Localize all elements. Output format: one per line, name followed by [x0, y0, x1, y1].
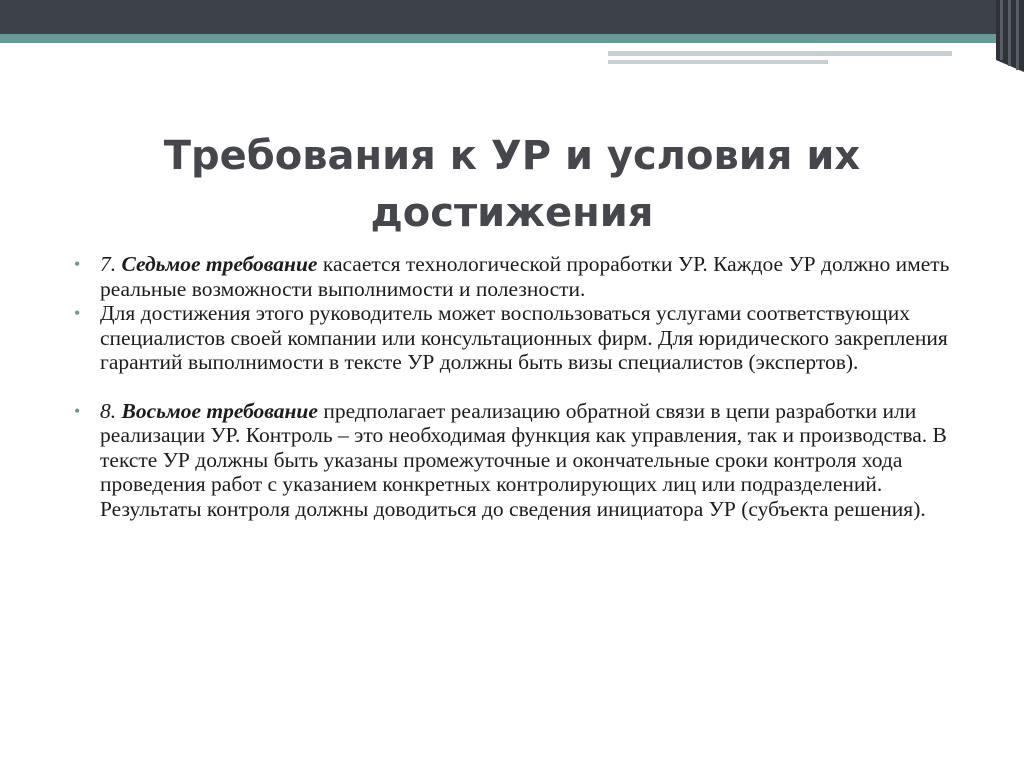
- item-number: 8.: [100, 398, 122, 423]
- slide-content: [72, 252, 972, 521]
- item-number: 7.: [100, 252, 122, 276]
- item-term: Восьмое требование: [121, 398, 318, 423]
- corner-decoration: [996, 0, 1024, 72]
- header-bar-dark: [0, 0, 1024, 34]
- header-accent-line-secondary: [608, 60, 828, 64]
- header-bar-teal: [0, 34, 1000, 43]
- item-text: касается технологической проработки УР. Каждое УР должно иметь реальные возможности выполнимости и полезности.: [100, 252, 950, 301]
- item-text: Для достижения этого руководитель может воспользоваться услугами соответствующих специалистов своей компании или консультационных фирм. Для юридического закрепления гарантий выполнимости в тексте УР должны быть визы специалистов (экспертов).: [100, 301, 948, 374]
- list-item: [72, 252, 972, 301]
- list-item: [72, 301, 972, 375]
- bullet-icon: •: [74, 303, 81, 323]
- bullet-icon: •: [74, 400, 81, 421]
- item-term: Седьмое требование: [121, 252, 318, 276]
- item-text: предполагает реализацию обратной связи в цепи разработки или реализации УР. Контроль – это необходимая функция как управления, так и производства. В тексте УР должны быть указаны промежуточные и окончательные сроки контроля хода проведения работ с указанием конкретных контролирующих лиц или подразделений. Результаты контроля должны доводиться до сведения инициатора УР (субъекта решения).: [100, 398, 947, 521]
- slide-title: Требования к УР и условия их достижения: [163, 133, 861, 236]
- bullet-icon: •: [74, 254, 81, 274]
- list-item: [72, 399, 972, 522]
- header-accent-line: [608, 51, 952, 56]
